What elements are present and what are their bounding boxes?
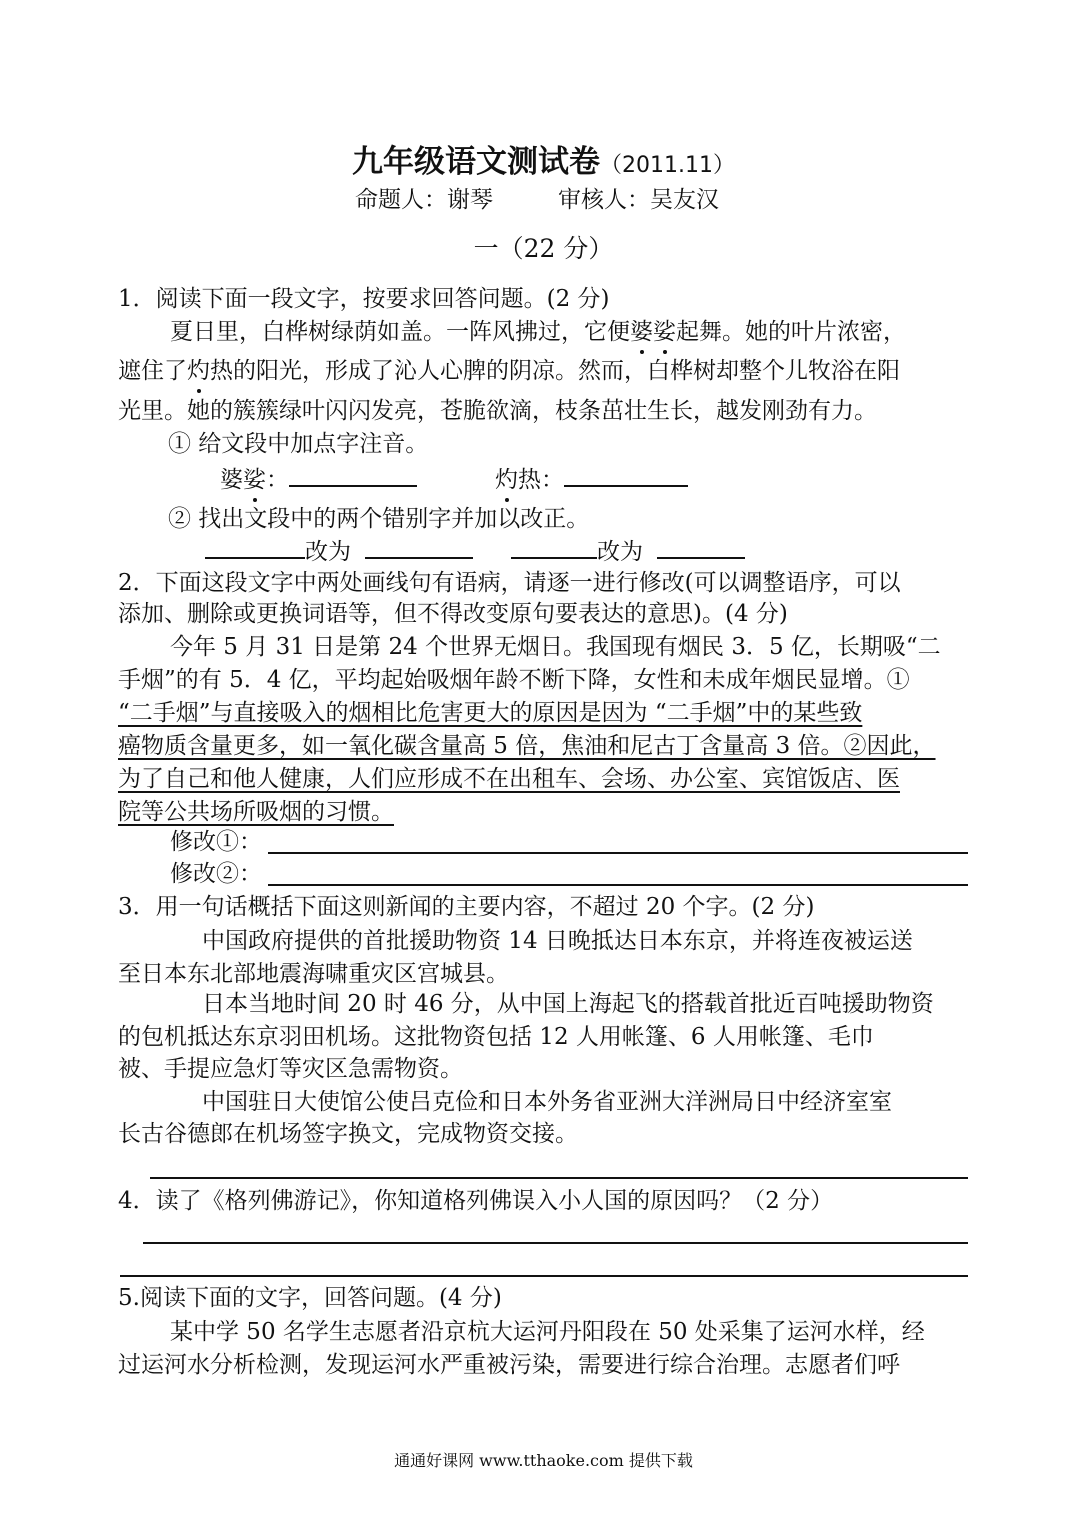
q5-stem: 5.阅读下面的文字，回答问题。(4 分) — [118, 1285, 502, 1311]
fix-label-2: 修改②： — [170, 861, 262, 887]
q1-stem: 1．阅读下面一段文字，按要求回答问题。(2 分) — [118, 286, 610, 312]
q1-sub2: ② 找出文段中的两个错别字并加以改正。 — [168, 506, 590, 532]
answer-blank[interactable] — [205, 535, 305, 559]
pinyin-item-1: 婆娑： — [220, 463, 417, 496]
correction-row: 改为 改为 — [205, 535, 745, 568]
answer-blank[interactable] — [511, 535, 597, 559]
dotted-char: 婆 — [630, 319, 653, 345]
q3-news-2: 至日本东北部地震海啸重灾区宫城县。 — [118, 961, 509, 987]
answer-blank[interactable] — [564, 463, 688, 487]
q3-news-1: 中国政府提供的首批援助物资 14 日晚抵达日本东京，并将连夜被运送 — [202, 928, 913, 954]
answer-line[interactable] — [143, 1242, 968, 1244]
q2-underlined-sentence: 院等公共场所吸烟的习惯。 — [118, 799, 394, 825]
q2-passage-2: 手烟”的有 5．4 亿，平均起始吸烟年龄不断下降，女性和未成年烟民显增。① — [118, 667, 910, 693]
title-main: 九年级语文测试卷 — [352, 144, 600, 180]
q3-news-6: 中国驻日大使馆公使吕克俭和日本外务省亚洲大洋洲局日中经济室室 — [202, 1089, 892, 1115]
q3-news-4: 的包机抵达东京羽田机场。这批物资包括 12 人用帐篷、6 人用帐篷、毛巾 — [118, 1024, 874, 1050]
q2-stem-2: 添加、删除或更换词语等，但不得改变原句要表达的意思)。(4 分) — [118, 601, 788, 627]
answer-line[interactable] — [150, 1177, 968, 1179]
answer-line[interactable] — [268, 884, 968, 886]
title-date: （2011.11） — [600, 153, 735, 178]
q1-sub1: ① 给文段中加点字注音。 — [168, 431, 429, 457]
q5-passage-2: 过运河水分析检测，发现运河水严重被污染，需要进行综合治理。志愿者们呼 — [118, 1352, 900, 1378]
q2-underlined-sentence: “二手烟”与直接吸入的烟相比危害更大的原因是因为 “二手烟”中的某些致 — [118, 700, 863, 726]
dotted-char: 灼 — [187, 358, 210, 384]
q1-passage-line2: 遮住了灼热的阳光，形成了沁人心脾的阴凉。然而，白桦树却整个儿牧浴在阳 — [118, 358, 900, 384]
page-title — [0, 136, 1087, 181]
reviewer: 审核人：吴友汉 — [558, 187, 719, 213]
pinyin-item-2: 灼热： — [495, 463, 688, 496]
answer-line[interactable] — [120, 1275, 968, 1277]
q2-underlined-sentence: 为了自己和他人健康，人们应形成不在出租车、会场、办公室、宾馆饭店、医 — [118, 766, 900, 792]
q3-news-7: 长古谷德郎在机场签字换文，完成物资交接。 — [118, 1121, 578, 1147]
q4-stem: 4．读了《格列佛游记》，你知道格列佛误入小人国的原因吗？（2 分） — [118, 1188, 834, 1214]
fix-label-1: 修改①： — [170, 829, 262, 855]
q2-underlined-sentence: 癌物质含量更多，如一氧化碳含量高 5 倍，焦油和尼古丁含量高 3 倍。②因此， — [118, 733, 936, 759]
q1-passage-line1: 夏日里，白桦树绿荫如盖。一阵风拂过，它便婆娑起舞。她的叶片浓密， — [170, 319, 906, 345]
answer-blank[interactable] — [657, 535, 745, 559]
section-heading: 一（22 分） — [473, 234, 614, 263]
q3-stem: 3．用一句话概括下面这则新闻的主要内容，不超过 20 个字。(2 分) — [118, 894, 815, 920]
q5-passage-1: 某中学 50 名学生志愿者沿京杭大运河丹阳段在 50 处采集了运河水样，经 — [170, 1319, 925, 1345]
q2-passage-1: 今年 5 月 31 日是第 24 个世界无烟日。我国现有烟民 3．5 亿，长期吸“二 — [170, 634, 941, 660]
dotted-char: 娑 — [653, 319, 676, 345]
answer-blank[interactable] — [289, 463, 417, 487]
q3-news-3: 日本当地时间 20 时 46 分，从中国上海起飞的搭载首批近百吨援助物资 — [202, 991, 934, 1017]
q3-news-5: 被、手提应急灯等灾区急需物资。 — [118, 1056, 463, 1082]
footer-source: 通通好课网 www.tthaoke.com 提供下载 — [394, 1451, 693, 1470]
answer-line[interactable] — [268, 852, 968, 854]
answer-blank[interactable] — [365, 535, 473, 559]
setter: 命题人：谢琴 — [355, 187, 493, 213]
q2-stem-1: 2．下面这段文字中两处画线句有语病，请逐一进行修改(可以调整语序，可以 — [118, 570, 901, 596]
q1-passage-line3: 光里。她的簇簇绿叶闪闪发亮，苍脆欲滴，枝条茁壮生长，越发刚劲有力。 — [118, 398, 877, 424]
